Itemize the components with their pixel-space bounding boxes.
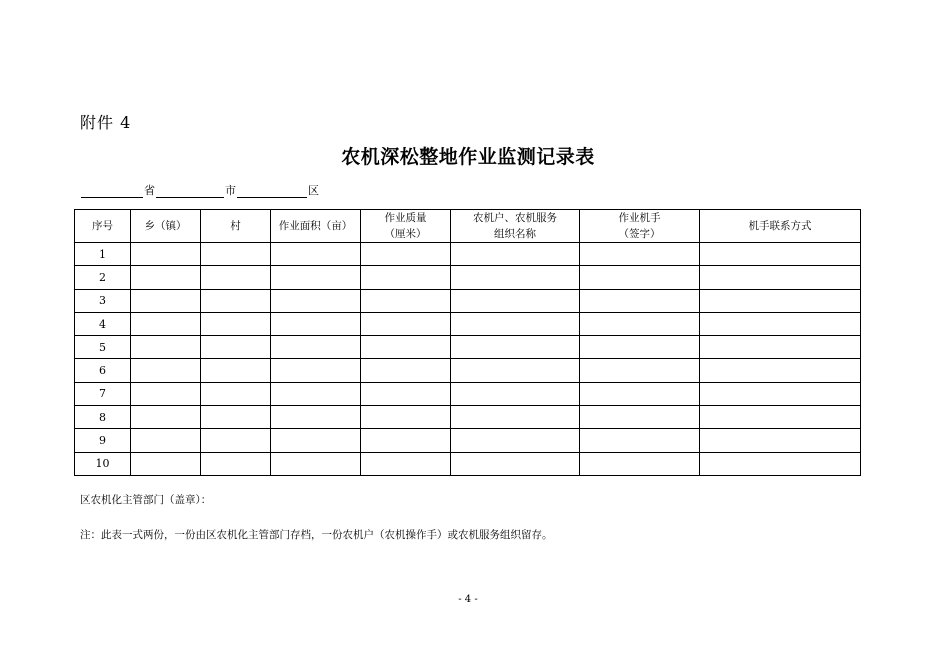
table-cell[interactable] [131,452,201,475]
district-label: 区 [308,184,319,197]
table-cell[interactable] [201,243,271,266]
table-row [75,266,861,289]
table-cell[interactable] [700,452,861,475]
table-cell[interactable] [361,382,451,405]
header-quality: 作业质量 （厘米） [361,210,451,243]
row-number: 9 [75,429,131,452]
table-cell[interactable] [271,382,361,405]
table-cell[interactable] [580,359,700,382]
table-cell[interactable] [131,289,201,312]
row-number: 4 [75,312,131,335]
table-cell[interactable] [271,406,361,429]
row-number: 1 [75,243,131,266]
table-row [75,336,861,359]
table-cell[interactable] [271,266,361,289]
table-cell[interactable] [361,359,451,382]
row-number: 6 [75,359,131,382]
table-cell[interactable] [201,312,271,335]
header-operator: 作业机手 （签字） [580,210,700,243]
table-cell[interactable] [580,266,700,289]
row-number: 3 [75,289,131,312]
table-cell[interactable] [451,452,580,475]
table-cell[interactable] [271,289,361,312]
table-row [75,382,861,405]
province-label: 省 [144,184,155,197]
table-cell[interactable] [201,289,271,312]
table-row [75,429,861,452]
table-cell[interactable] [451,406,580,429]
city-blank[interactable] [156,185,224,198]
table-row [75,289,861,312]
table-cell[interactable] [131,243,201,266]
table-cell[interactable] [131,429,201,452]
table-cell[interactable] [700,382,861,405]
table-cell[interactable] [700,406,861,429]
table-cell[interactable] [580,382,700,405]
header-township: 乡（镇） [131,210,201,243]
province-blank[interactable] [81,185,143,198]
table-cell[interactable] [700,336,861,359]
table-cell[interactable] [201,452,271,475]
table-cell[interactable] [361,289,451,312]
table-cell[interactable] [271,359,361,382]
table-cell[interactable] [700,289,861,312]
table-cell[interactable] [700,429,861,452]
table-cell[interactable] [580,429,700,452]
district-blank[interactable] [237,185,307,198]
row-number: 7 [75,382,131,405]
row-number: 8 [75,406,131,429]
table-cell[interactable] [201,406,271,429]
table-row [75,243,861,266]
header-village: 村 [201,210,271,243]
table-row [75,452,861,475]
table-cell[interactable] [451,429,580,452]
table-cell[interactable] [451,312,580,335]
header-organization: 农机户、农机服务 组织名称 [451,210,580,243]
table-header-row [75,210,861,243]
table-cell[interactable] [451,336,580,359]
table-cell[interactable] [580,289,700,312]
table-cell[interactable] [131,382,201,405]
table-cell[interactable] [271,312,361,335]
header-contact: 机手联系方式 [700,210,861,243]
table-cell[interactable] [580,406,700,429]
page-number: - 4 - [458,594,478,605]
table-cell[interactable] [451,382,580,405]
city-label: 市 [225,184,236,197]
row-number: 10 [75,452,131,475]
table-cell[interactable] [131,266,201,289]
table-cell[interactable] [131,359,201,382]
table-cell[interactable] [201,359,271,382]
table-cell[interactable] [361,429,451,452]
table-cell[interactable] [131,312,201,335]
table-cell[interactable] [451,359,580,382]
table-cell[interactable] [271,429,361,452]
table-cell[interactable] [451,289,580,312]
table-cell[interactable] [580,336,700,359]
table-cell[interactable] [361,336,451,359]
table-cell[interactable] [361,406,451,429]
table-cell[interactable] [580,312,700,335]
table-cell[interactable] [201,266,271,289]
header-seq: 序号 [75,210,131,243]
table-cell[interactable] [451,266,580,289]
table-cell[interactable] [580,452,700,475]
document-title: 农机深松整地作业监测记录表 [341,146,595,168]
table-cell[interactable] [700,266,861,289]
table-cell[interactable] [361,452,451,475]
record-table [74,209,861,476]
table-cell[interactable] [361,266,451,289]
table-cell[interactable] [201,382,271,405]
table-row [75,359,861,382]
header-area: 作业面积（亩） [271,210,361,243]
table-row [75,312,861,335]
table-cell[interactable] [131,406,201,429]
table-cell[interactable] [201,429,271,452]
signature-label: 区农机化主管部门（盖章）： [80,494,212,506]
region-line [80,182,319,198]
row-number: 5 [75,336,131,359]
table-row [75,406,861,429]
table-cell[interactable] [700,359,861,382]
row-number: 2 [75,266,131,289]
attachment-label: 附件 4 [80,113,132,132]
footnote: 注：此表一式两份，一份由区农机化主管部门存档，一份农机户（农机操作手）或农机服务组织留存。 [80,529,553,541]
table-cell[interactable] [700,243,861,266]
table-cell[interactable] [271,452,361,475]
table-cell[interactable] [361,243,451,266]
table-cell[interactable] [201,336,271,359]
table-cell[interactable] [361,312,451,335]
table-cell[interactable] [451,243,580,266]
table-cell[interactable] [271,243,361,266]
table-cell[interactable] [580,243,700,266]
table-cell[interactable] [271,336,361,359]
table-cell[interactable] [700,312,861,335]
table-cell[interactable] [131,336,201,359]
